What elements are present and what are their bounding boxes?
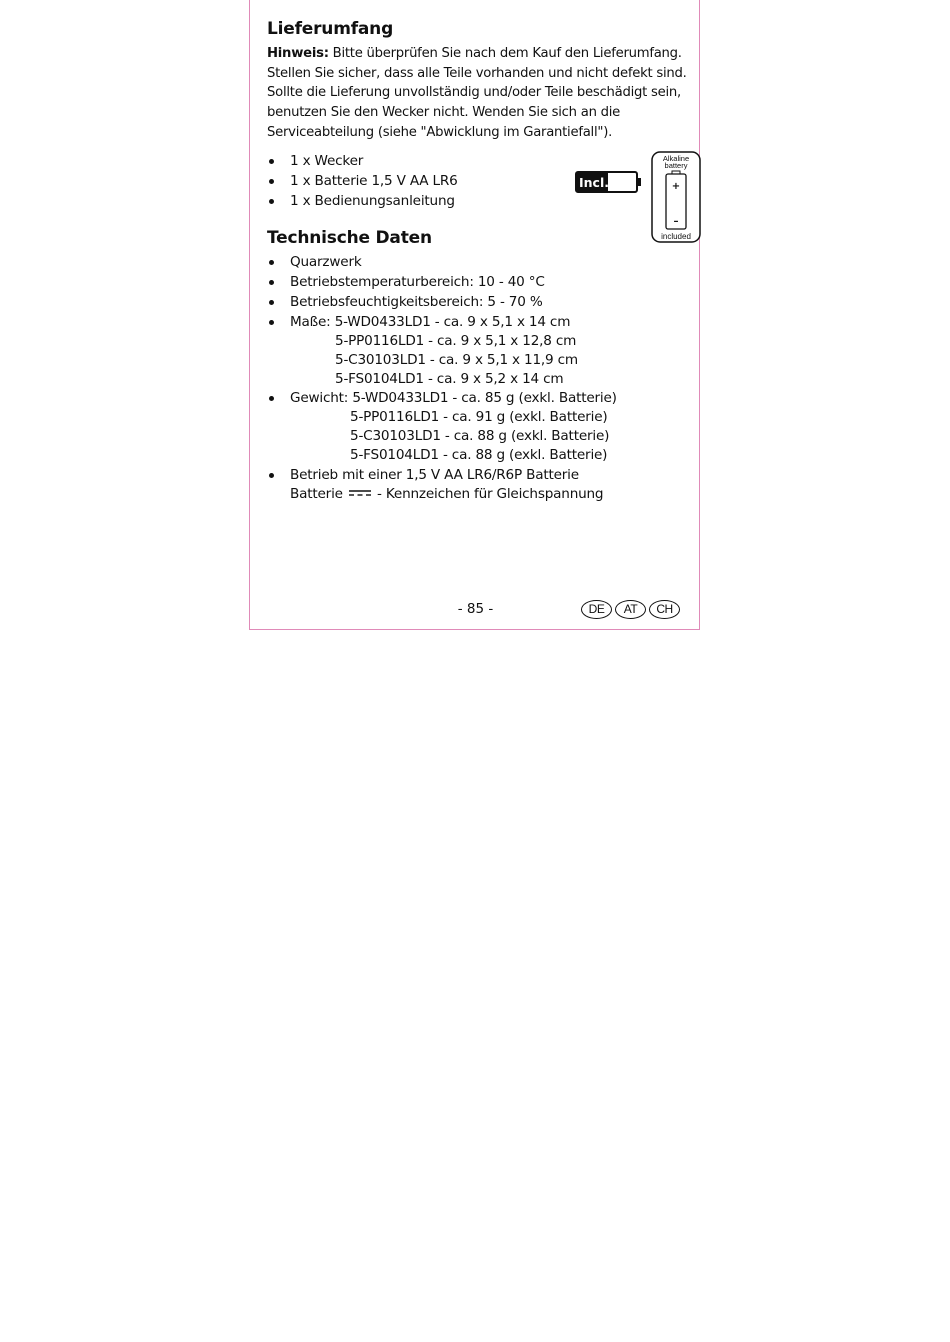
note-text: Bitte überprüfen Sie nach dem Kauf den Lieferumfang. Stellen Sie sicher, dass alle Teile vorhanden und nicht defekt sind. Sollte die Lieferung unvollständig und/oder Teile beschädigt sein, benutzen Sie den Wecker nicht. Wenden Sie sich an die Serviceabteilung (siehe "Abwicklung im Garantiefall"). <box>267 46 687 140</box>
country-badges <box>581 600 680 619</box>
list-item: 1 x Wecker <box>267 151 458 171</box>
list-item: Betriebstemperaturbereich: 10 - 40 °C <box>267 272 617 292</box>
minus-sign: – <box>673 216 679 227</box>
weight-row: 5-PP0116LD1 - ca. 91 g (exkl. Batterie) <box>350 409 608 426</box>
scope-note <box>267 44 687 143</box>
dimension-row: 5-FS0104LD1 - ca. 9 x 5,2 x 14 cm <box>335 370 564 387</box>
tech-heading: Technische Daten <box>267 228 432 248</box>
dimensions-item <box>267 312 617 388</box>
direct-current-icon <box>349 489 371 497</box>
weight-row: 5-WD0433LD1 - ca. 85 g (exkl. Batterie) <box>352 390 617 407</box>
country-badge-de: DE <box>581 600 612 619</box>
country-badge-at: AT <box>615 600 646 619</box>
weight-label: Gewicht: <box>290 390 353 407</box>
scope-heading: Lieferumfang <box>267 19 394 39</box>
tech-list <box>267 252 617 503</box>
country-badge-ch: CH <box>649 600 680 619</box>
dimensions-label: Maße: <box>290 314 335 330</box>
alkaline-line2: battery <box>664 161 688 170</box>
weight-row: 5-FS0104LD1 - ca. 88 g (exkl. Batterie) <box>350 446 608 463</box>
dimension-row: 5-PP0116LD1 - ca. 9 x 5,1 x 12,8 cm <box>335 333 577 349</box>
dimension-row: 5-WD0433LD1 - ca. 9 x 5,1 x 14 cm <box>334 314 571 330</box>
operation-text: Betrieb mit einer 1,5 V AA LR6/R6P Batterie <box>290 466 579 483</box>
note-label: Hinweis: <box>267 46 329 61</box>
list-item: 1 x Bedienungsanleitung <box>267 191 458 211</box>
list-item: Betriebsfeuchtigkeitsbereich: 5 - 70 % <box>267 292 617 312</box>
alkaline-battery-included-icon <box>651 151 701 243</box>
list-item: Quarzwerk <box>267 252 617 272</box>
list-item: 1 x Batterie 1,5 V AA LR6 <box>267 171 458 191</box>
weight-item <box>267 388 617 464</box>
scope-list <box>267 151 458 211</box>
alkaline-line1: Alkaline <box>662 154 690 163</box>
manual-page <box>249 0 700 630</box>
incl-label: Incl. <box>579 175 609 190</box>
operation-item <box>267 465 617 503</box>
battery-included-icon <box>575 170 643 194</box>
battery-word: Batterie <box>290 485 343 502</box>
page-number: - 85 - <box>457 601 494 617</box>
dc-text: - Kennzeichen für Gleichspannung <box>372 485 604 502</box>
plus-sign: + <box>671 181 681 192</box>
weight-row: 5-C30103LD1 - ca. 88 g (exkl. Batterie) <box>350 428 610 445</box>
alkaline-footer: included <box>661 232 691 241</box>
dimension-row: 5-C30103LD1 - ca. 9 x 5,1 x 11,9 cm <box>335 351 578 368</box>
